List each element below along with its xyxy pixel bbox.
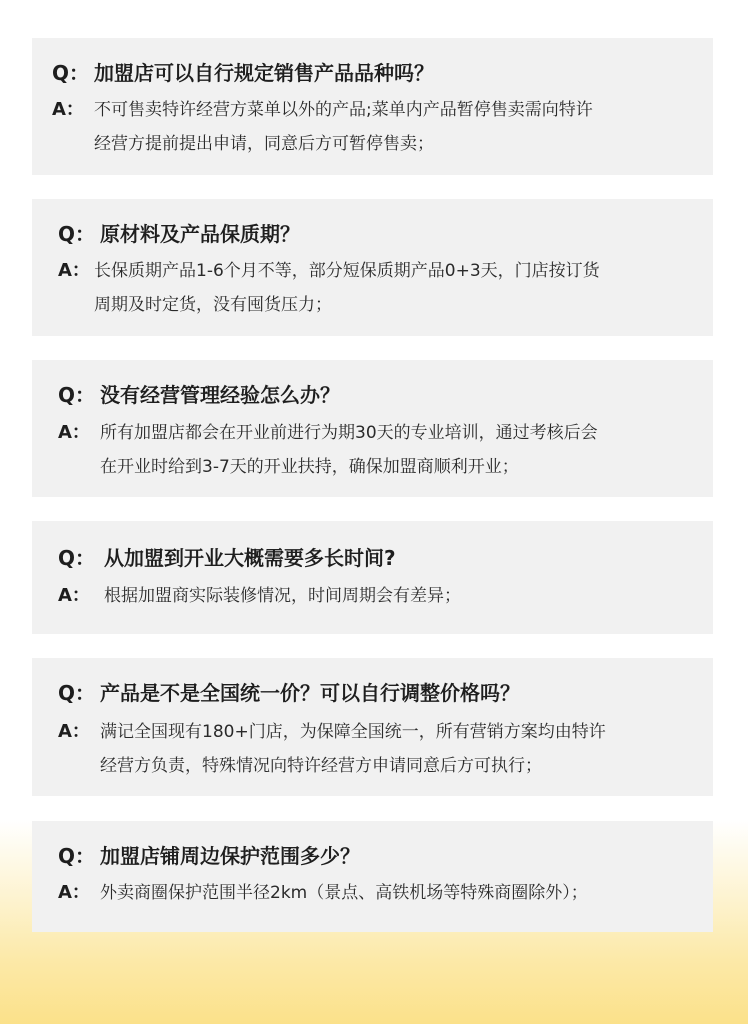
question-text: 没有经营管理经验怎么办？ xyxy=(100,383,340,407)
faq-card xyxy=(32,38,713,175)
answer-line: 所有加盟店都会在开业前进行为期30天的专业培训，通过考核后会 xyxy=(100,423,598,443)
question-text: 产品是不是全国统一价？可以自行调整价格吗？ xyxy=(100,681,520,705)
answer-line: 周期及时定货，没有囤货压力； xyxy=(94,295,332,315)
question-marker: Q： xyxy=(58,222,96,246)
faq-card xyxy=(32,821,713,932)
answer-line: 外卖商圈保护范围半径2km（景点、高铁机场等特殊商圈除外）； xyxy=(100,883,588,903)
answer-marker: A： xyxy=(58,882,90,903)
question-text: 从加盟到开业大概需要多长时间? xyxy=(104,546,396,570)
answer-line: 不可售卖特许经营方菜单以外的产品;菜单内产品暂停售卖需向特许 xyxy=(94,100,593,120)
question-text: 加盟店可以自行规定销售产品品种吗？ xyxy=(94,61,434,85)
answer-line: 根据加盟商实际装修情况，时间周期会有差异； xyxy=(104,586,461,606)
question-marker: Q： xyxy=(52,61,90,85)
answer-line: 长保质期产品1-6个月不等，部分短保质期产品0+3天，门店按订货 xyxy=(94,261,600,281)
faq-card xyxy=(32,658,713,796)
faq-card xyxy=(32,360,713,497)
answer-marker: A： xyxy=(52,99,84,120)
question-marker: Q： xyxy=(58,546,96,570)
answer-marker: A： xyxy=(58,721,90,742)
question-marker: Q： xyxy=(58,681,96,705)
question-text: 原材料及产品保质期？ xyxy=(100,222,300,246)
faq-card xyxy=(32,199,713,336)
faq-card xyxy=(32,521,713,634)
answer-line: 经营方提前提出申请，同意后方可暂停售卖； xyxy=(94,134,434,154)
answer-marker: A： xyxy=(58,422,90,443)
answer-marker: A： xyxy=(58,585,90,606)
answer-line: 在开业时给到3-7天的开业扶持，确保加盟商顺利开业； xyxy=(100,457,519,477)
answer-line: 满记全国现有180+门店，为保障全国统一，所有营销方案均由特许 xyxy=(100,722,606,742)
question-text: 加盟店铺周边保护范围多少？ xyxy=(100,844,360,868)
question-marker: Q： xyxy=(58,844,96,868)
question-marker: Q： xyxy=(58,383,96,407)
answer-line: 经营方负责，特殊情况向特许经营方申请同意后方可执行； xyxy=(100,756,542,776)
answer-marker: A： xyxy=(58,260,90,281)
